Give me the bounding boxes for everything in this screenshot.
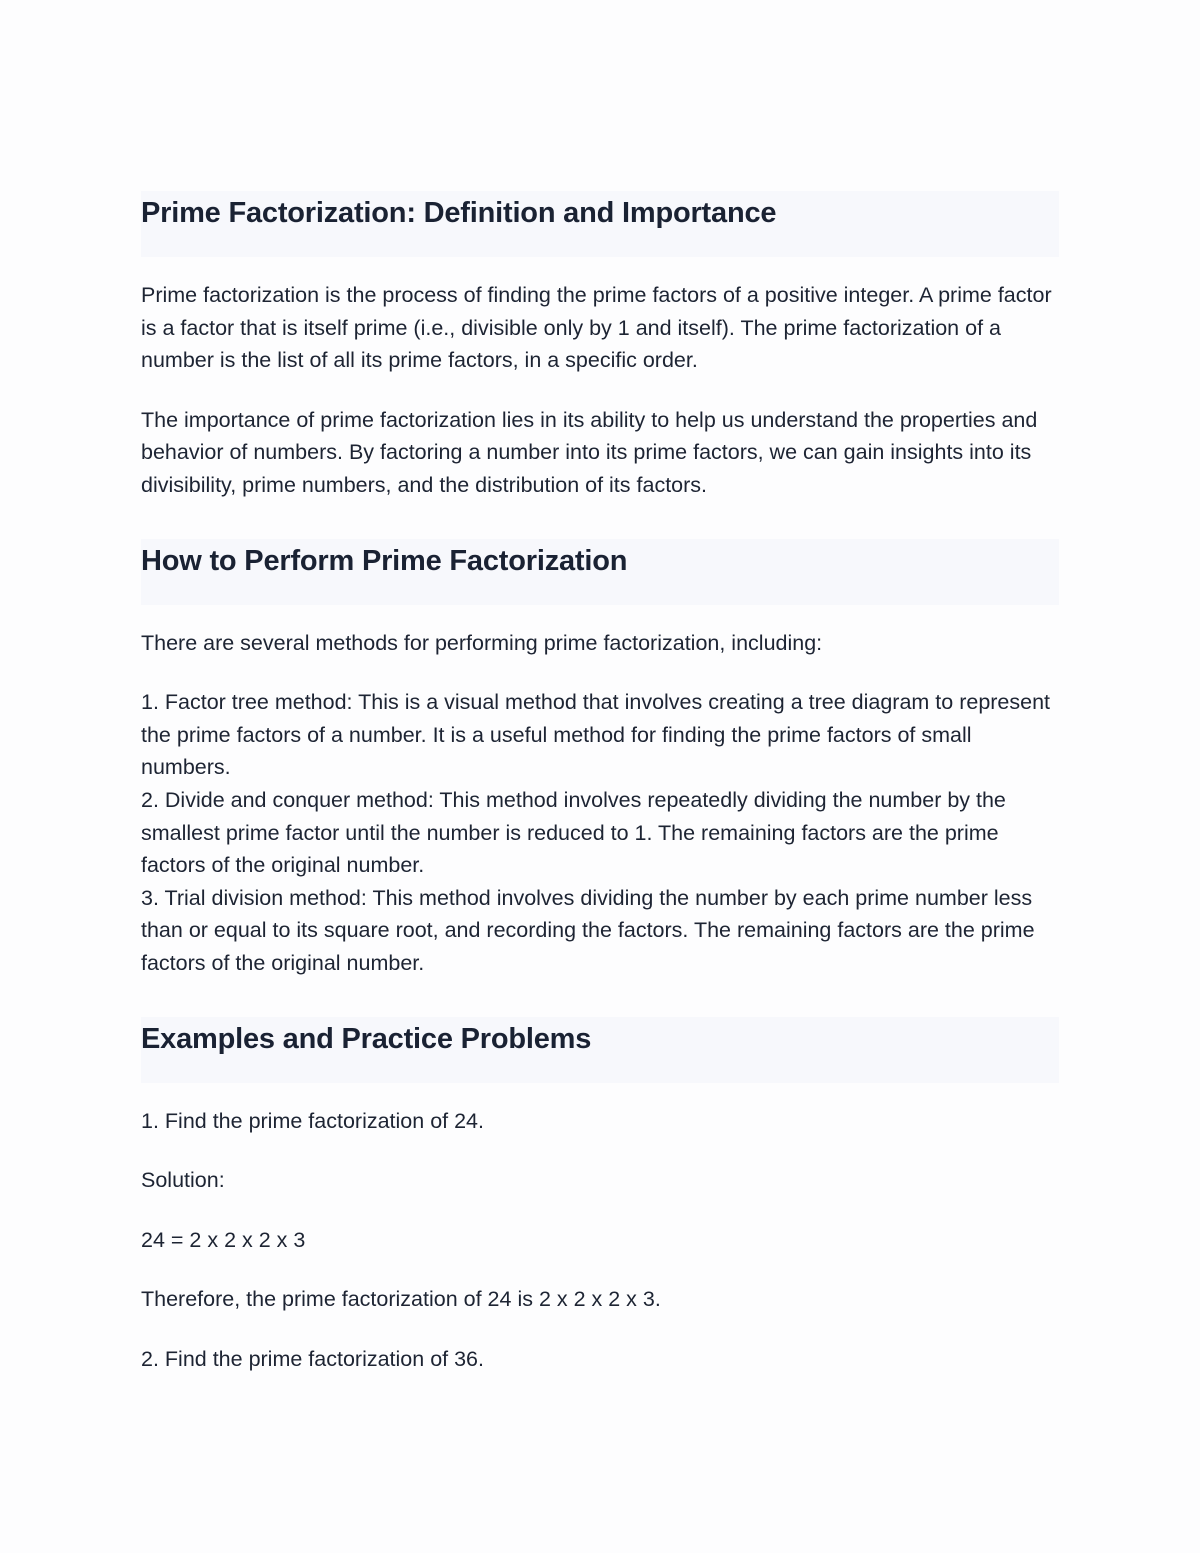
example-problem-2: 2. Find the prime factorization of 36. (141, 1346, 484, 1371)
document-page (141, 191, 1059, 1375)
paragraph-importance: The importance of prime factorization lies in its ability to help us understand the properties and behavior of numbers. By factoring a number into its prime factors, we can gain insights into its divisibility, prime numbers, and the distribution of its factors. (141, 407, 1038, 497)
paragraph-definition: Prime factorization is the process of finding the prime factors of a positive integer. A prime factor is a factor that is itself prime (i.e., divisible only by 1 and itself). The prime factorization of a number is the list of all its prime factors, in a specific order. (141, 283, 1052, 373)
method-factor-tree: 1. Factor tree method: This is a visual method that involves creating a tree diagram to represent the prime factors of a number. It is a useful method for finding the prime factors of small numbers. (141, 690, 1051, 780)
paragraph-methods-intro: There are several methods for performing prime factorization, including: (141, 630, 823, 655)
method-trial-division: 3. Trial division method: This method involves dividing the number by each prime number less than or equal to its square root, and recording the factors. The remaining factors are the prime factors of the original number. (141, 885, 1035, 975)
solution-equation: 24 = 2 x 2 x 2 x 3 (141, 1227, 306, 1252)
solution-conclusion: Therefore, the prime factorization of 24 is 2 x 2 x 2 x 3. (141, 1287, 661, 1312)
section-heading-how-to: How to Perform Prime Factorization (141, 539, 1059, 605)
solution-label: Solution: (141, 1168, 225, 1193)
section-heading-definition: Prime Factorization: Definition and Importance (141, 191, 1059, 257)
section-heading-examples: Examples and Practice Problems (141, 1017, 1059, 1083)
example-problem-1: 1. Find the prime factorization of 24. (141, 1108, 484, 1133)
method-divide-and-conquer: 2. Divide and conquer method: This method involves repeatedly dividing the number by the smallest prime factor until the number is reduced to 1. The remaining factors are the prime factors of the original number. (141, 787, 1006, 878)
